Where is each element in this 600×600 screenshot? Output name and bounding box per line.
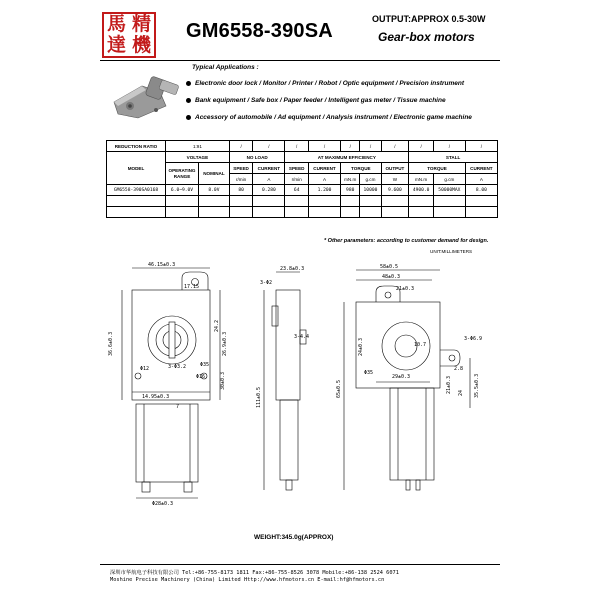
- dim-label: 7: [176, 404, 180, 410]
- st-torque-mnm-cell: 4900.0: [409, 185, 434, 196]
- dim-label: 24.2: [214, 319, 220, 332]
- unit-cell: g.cm: [434, 174, 466, 185]
- st-current-cell: 8.00: [465, 185, 497, 196]
- nominal-cell: 8.0V: [199, 185, 230, 196]
- unit-cell: r/min: [229, 174, 252, 185]
- dim-label: 111±0.5: [256, 386, 262, 408]
- header-divider: [100, 60, 500, 61]
- nl-speed-cell: 80: [229, 185, 252, 196]
- model-cell: GM6558-390SA0168: [107, 185, 166, 196]
- me-current-header: CURRENT: [308, 163, 340, 174]
- sub-header-row: [107, 163, 498, 174]
- application-line: Accessory of automobile / Ad equipment / Analysis instrument / Electronic game machine: [186, 114, 472, 121]
- dim-label: Φ35: [200, 362, 210, 368]
- dim-label: 10.7: [414, 342, 427, 348]
- dim-label: Φ12: [140, 366, 150, 372]
- front-terminal: [142, 482, 150, 492]
- dim-label: 2.8: [454, 366, 464, 372]
- unit-label: UNIT:MILLIMETERS: [430, 249, 473, 254]
- model-header: MODEL: [107, 152, 166, 185]
- dim-label: 58±0.5: [380, 264, 399, 270]
- nominal-header: NOMINAL: [199, 163, 230, 185]
- me-output-header: OUTPUT: [381, 163, 409, 174]
- ratio-value: 1:91: [166, 141, 230, 152]
- ratio-slash: /: [360, 141, 381, 152]
- ratio-slash: /: [465, 141, 497, 152]
- operating-range-header: OPERATING RANGE: [166, 163, 199, 185]
- ratio-slash: /: [381, 141, 409, 152]
- ratio-slash: /: [229, 141, 252, 152]
- dim-label: Φ16: [196, 374, 206, 380]
- unit-cell: r/min: [285, 174, 308, 185]
- ratio-row: [107, 141, 498, 152]
- logo-char: 達: [106, 34, 126, 56]
- unit-cell: mN.m: [409, 174, 434, 185]
- nl-current-header: CURRENT: [253, 163, 285, 174]
- unit-cell: A: [308, 174, 340, 185]
- me-current-cell: 1.200: [308, 185, 340, 196]
- dim-label: 46.15±0.3: [148, 262, 176, 268]
- rear-lug-hole: [449, 355, 455, 361]
- logo-char: 精: [131, 13, 151, 35]
- unit-cell: W: [381, 174, 409, 185]
- logo-char: 機: [131, 34, 151, 56]
- footer-company: Moshine Precise Machinery (China) Limited Http://www.hfmotors.cn E-mail:hf@hfmotors.cn: [110, 577, 385, 583]
- nl-speed-header: SPEED: [229, 163, 252, 174]
- weight-label: WEIGHT:345.0g(APPROX): [254, 534, 334, 541]
- dim-label: 21±0.3: [446, 375, 452, 394]
- ratio-slash: /: [341, 141, 360, 152]
- applications-title: Typical Applications :: [192, 64, 259, 71]
- dim-label: 3-Φ2: [260, 280, 273, 286]
- technical-drawings: [100, 258, 500, 528]
- rear-terminal: [416, 480, 420, 490]
- me-torque-gcm-cell: 10000: [360, 185, 381, 196]
- dim-label: 21±0.3: [396, 286, 415, 292]
- me-torque-mnm-cell: 980: [341, 185, 360, 196]
- front-terminal: [184, 482, 192, 492]
- application-line: Electronic door lock / Monitor / Printer / Robot / Optic equipment / Precision instrument: [186, 80, 464, 87]
- dim-label: 24: [458, 389, 464, 396]
- dim-label: 14.95±0.3: [142, 394, 170, 400]
- dim-label: 17.15: [184, 284, 200, 290]
- dim-label: 30±0.3: [220, 371, 226, 390]
- dim-label: 48±0.3: [382, 274, 401, 280]
- dim-label: Φ35: [364, 370, 374, 376]
- footer-divider: [100, 564, 500, 565]
- motor-photo: [108, 72, 182, 122]
- company-logo: [102, 12, 156, 58]
- dim-label: 36.6±0.3: [108, 331, 114, 356]
- me-output-cell: 9.600: [381, 185, 409, 196]
- voltage-header: VOLTAGE: [166, 152, 230, 163]
- rear-terminal: [406, 480, 410, 490]
- side-shaft: [272, 306, 278, 326]
- st-current-header: CURRENT: [465, 163, 497, 174]
- logo-char: 馬: [106, 13, 126, 35]
- dim-label: 26.9±0.3: [222, 331, 228, 356]
- me-torque-header: TORQUE: [341, 163, 382, 174]
- rear-lug-hole: [385, 292, 391, 298]
- table-row: [107, 185, 498, 196]
- ratio-slash: /: [285, 141, 308, 152]
- me-speed-header: SPEED: [285, 163, 308, 174]
- model-title: GM6558-390SA: [186, 20, 333, 42]
- ratio-slash: /: [409, 141, 434, 152]
- side-motor: [280, 400, 298, 480]
- me-speed-cell: 64: [285, 185, 308, 196]
- front-mount-hole: [135, 373, 141, 379]
- front-shaft-key: [169, 322, 175, 358]
- dim-label: 35.5±0.3: [474, 373, 480, 398]
- ratio-slash: /: [434, 141, 466, 152]
- dim-label: 3-Φ6.9: [464, 336, 483, 342]
- rear-motor-body: [390, 388, 434, 480]
- unit-cell: mN.m: [341, 174, 360, 185]
- dim-label: 3-4.4: [294, 334, 310, 340]
- dim-label: 65±0.5: [336, 379, 342, 398]
- side-gearbox-outline: [276, 290, 300, 400]
- front-motor-body: [136, 404, 198, 482]
- st-torque-gcm-cell: 50000MAX: [434, 185, 466, 196]
- dim-label: 29±0.3: [392, 374, 411, 380]
- side-terminal: [286, 480, 292, 490]
- st-torque-header: TORQUE: [409, 163, 466, 174]
- group-header-row: [107, 152, 498, 163]
- spec-table: [106, 140, 498, 218]
- stall-header: STALL: [409, 152, 498, 163]
- ratio-slash: /: [253, 141, 285, 152]
- max-efficiency-header: AT MAXIMUM EFFICIENCY: [285, 152, 409, 163]
- nl-current-cell: 0.280: [253, 185, 285, 196]
- series-title: Gear-box motors: [378, 30, 475, 44]
- side-view: [264, 272, 306, 490]
- footer-contact: 深圳市华航电子科技有限公司 Tel:+86-755-8173 1811 Fax:+86-755-8526 3078 Mobile:+86-138 2524 6071: [110, 570, 399, 576]
- unit-cell: A: [253, 174, 285, 185]
- unit-cell: A: [465, 174, 497, 185]
- output-rating: OUTPUT:APPROX 0.5-30W: [372, 14, 486, 24]
- ratio-slash: /: [308, 141, 340, 152]
- ratio-label: REDUCTION RATIO: [107, 141, 166, 152]
- dim-label: 24±0.3: [358, 337, 364, 356]
- unit-cell: g.cm: [360, 174, 381, 185]
- empty-row: [107, 196, 498, 207]
- no-load-header: NO LOAD: [229, 152, 285, 163]
- table-note: * Other parameters: according to customer demand for design.: [324, 238, 489, 244]
- application-line: Bank equipment / Safe box / Paper feeder / Intelligent gas meter / Tissue machine: [186, 97, 446, 104]
- range-cell: 6.0~9.0V: [166, 185, 199, 196]
- rear-side-lug: [440, 350, 460, 366]
- dim-label: 3-Φ3.2: [168, 364, 187, 370]
- dim-label: Φ28±0.3: [152, 501, 174, 507]
- empty-row: [107, 207, 498, 218]
- dim-label: 23.8±0.3: [280, 266, 305, 272]
- front-view: [122, 268, 220, 498]
